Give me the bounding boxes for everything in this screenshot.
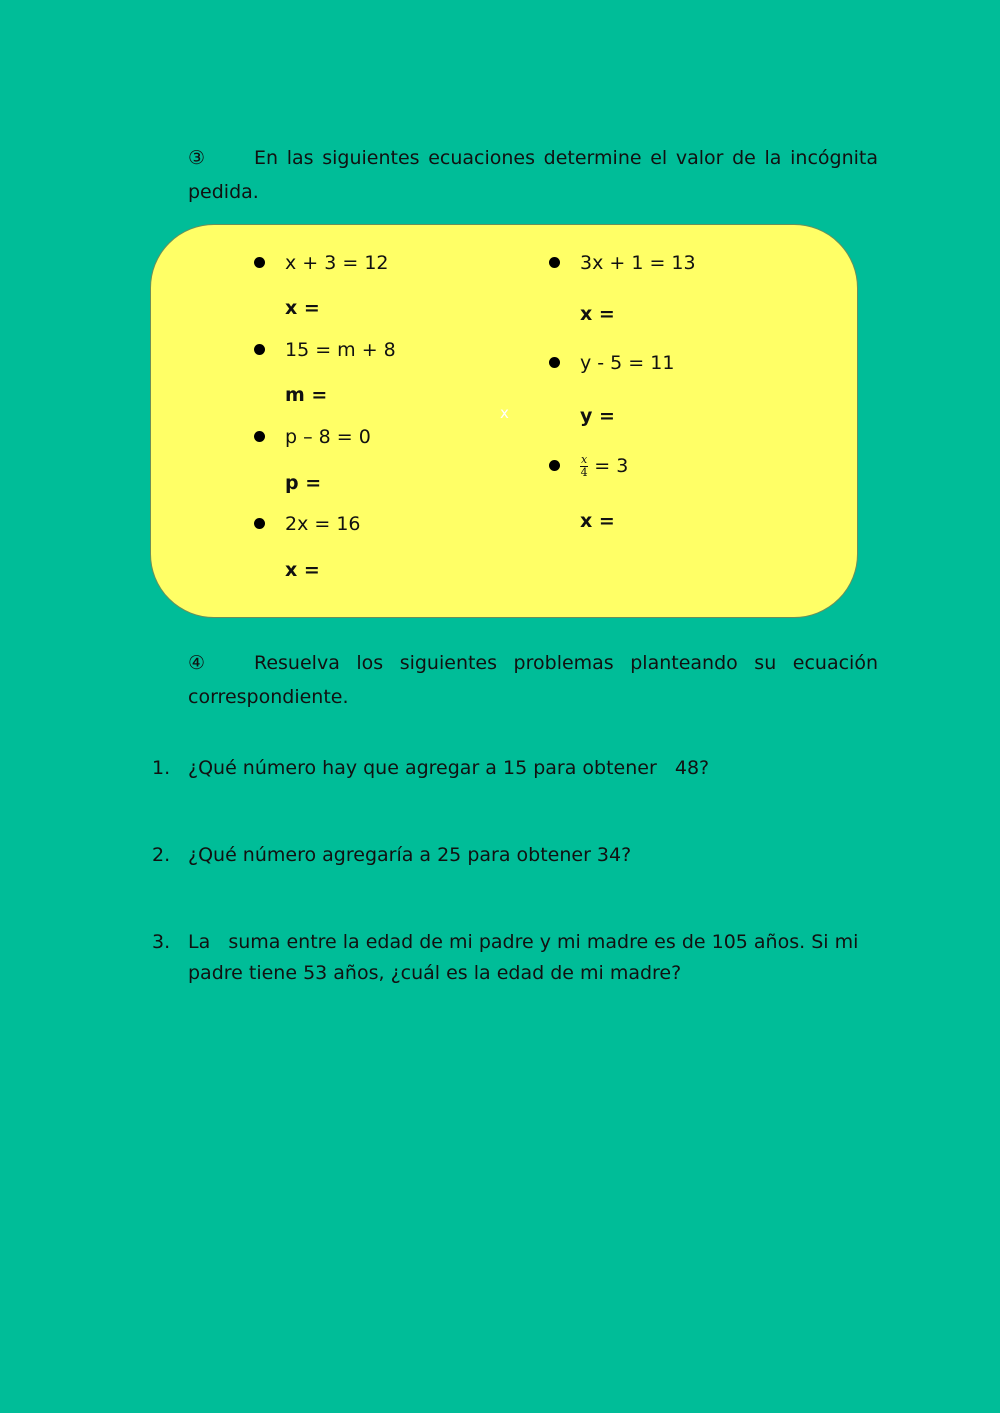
problem-3 xyxy=(152,927,878,989)
bullet-icon xyxy=(254,518,265,529)
answer-field-1[interactable]: x = xyxy=(285,297,320,319)
bullet-icon xyxy=(254,431,265,442)
problem-2 xyxy=(152,840,878,871)
equation-7-rest: = 3 xyxy=(594,455,629,477)
answer-field-7[interactable]: x = xyxy=(580,510,615,532)
equation-5: 3x + 1 = 13 xyxy=(580,252,696,274)
equation-1: x + 3 = 12 xyxy=(285,252,389,274)
bullet-icon xyxy=(549,357,560,368)
answer-field-5[interactable]: x = xyxy=(580,303,615,325)
fraction-denominator: 4 xyxy=(580,466,588,479)
equation-2: 15 = m + 8 xyxy=(285,339,396,361)
bullet-icon xyxy=(254,257,265,268)
section-4-number: ④ xyxy=(188,652,206,674)
section-3-text: En las siguientes ecuaciones determine el valor de la incógnita pedida. xyxy=(188,147,878,203)
equation-7 xyxy=(580,454,628,479)
section-3-instruction xyxy=(188,141,878,209)
problem-text: ¿Qué número agregaría a 25 para obtener 34? xyxy=(188,844,632,866)
bullet-icon xyxy=(254,344,265,355)
fraction-numerator: x xyxy=(581,453,588,466)
fraction xyxy=(580,454,588,479)
problem-number: 3. xyxy=(152,931,171,953)
problem-number: 2. xyxy=(152,844,171,866)
problem-text: La suma entre la edad de mi padre y mi madre es de 105 años. Si mi padre tiene 53 años, ¿cuál es la edad de mi madre? xyxy=(188,931,865,984)
equation-6: y - 5 = 11 xyxy=(580,352,675,374)
bullet-icon xyxy=(549,460,560,471)
equation-3: p – 8 = 0 xyxy=(285,426,371,448)
answer-field-3[interactable]: p = xyxy=(285,472,322,494)
answer-field-6[interactable]: y = xyxy=(580,405,615,427)
answer-field-2[interactable]: m = xyxy=(285,384,328,406)
section-4-text: Resuelva los siguientes problemas planteando su ecuación correspondiente. xyxy=(188,652,878,708)
equation-4: 2x = 16 xyxy=(285,513,361,535)
answer-field-4[interactable]: x = xyxy=(285,559,320,581)
problem-number: 1. xyxy=(152,757,171,779)
bullet-icon xyxy=(549,257,560,268)
problem-1 xyxy=(152,753,878,784)
section-4-instruction xyxy=(188,646,878,714)
center-mark: x xyxy=(500,404,509,422)
problem-text: ¿Qué número hay que agregar a 15 para obtener 48? xyxy=(188,757,710,779)
section-3-number: ③ xyxy=(188,147,206,169)
